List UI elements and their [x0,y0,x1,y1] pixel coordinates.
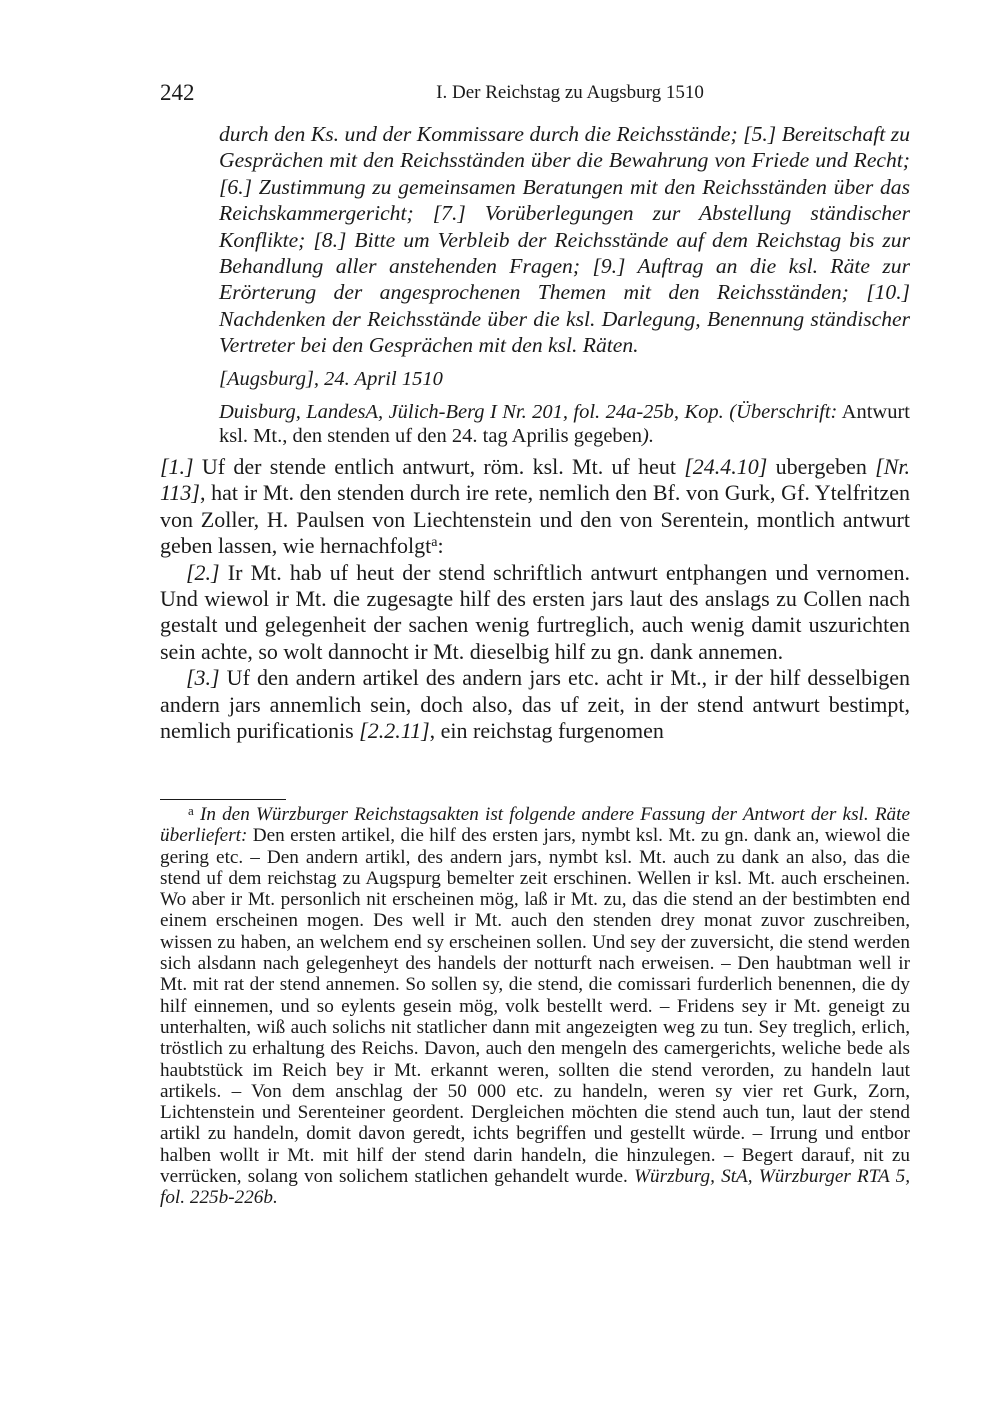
paragraph-text: : [437,533,444,559]
footnote-a [160,804,910,1209]
regest-summary: durch den Ks. und der Kommissare durch die Reichsstände; [5.] Bereitschaft zu Gesprächen mit den Reichsständen über die Bewahrung von Friede und Recht; [6.] Zustimmung zu gemeinsamen Beratungen mit den Reichsständen über das Reichskammergericht; [7.] Vorüberlegungen zur Abstellung ständischer Konflikte; [8.] Bitte um Verbleib der Reichsstände auf dem Reichstag bis zur Behandlung aller anstehenden Fragen; [9.] Auftrag an die ksl. Räte zur Erörterung der angesprochenen Themen mit den Reichsständen; [10.] Nachdenken der Reichsstände über die ksl. Darlegung, Benennung ständischer Vertreter bei den Gesprächen mit den ksl. Räten. [219,122,910,358]
paragraph-1 [160,454,910,560]
source-close: ). [642,424,654,447]
regest-date: [Augsburg], 24. April 1510 [219,367,443,390]
document-body [160,454,910,744]
page-header [160,80,910,110]
footnote-text: Den ersten artikel, die hilf des ersten jars, nymbt ksl. Mt. zu gn. dank an, wiewol die gering etc. – Den andern artikl, des andern jars, nymbt ksl. Mt. auch zu dank an also, das die stend uf dem reichstag zu Augspurg bemelter zeit erschinen. Wellen ir ksl. Mt. auch erscheinen. Wo aber ir Mt. personlich nit erscheinen mög, laß ir Mt. zu, das die stend an der bestimbten end einem erscheinen mogen. Des well ir Mt. auch den stenden drey monat zuvor zuschreiben, wissen zu haben, an welchem end sy erscheinen sollen. Und sey der zuversicht, die stend werden sich alsdann nach gelegenheyt des handels der notturft nach erweisen. – Den haubtman well ir Mt. mit rat der stend annemen. So sollen sy, die stend, die comissari furderlich benennen, die dy hilf einnemen, und so eylents gesein mög, volk bestellt werd. – Fridens sey ir Mt. geneigt zu unterhalten, wiß auch solichs nit statlicher dann mit angezeigten weg zu tun. Sey treglich, erlich, tröstlich zu erhaltung des Reichs. Davon, auch den mengeln des camergerichts, weliche bede als haubtstück im Reich bey ir Mt. erkannt weren, sollten die stend verorden, zu handeln laut artikels. – Von dem anschlag der 50 000 etc. zu handeln, weren sy vier ret Gurk, Zorn, Lichtenstein und Serenteiner geordent. Dergleichen möchten die stend auch tun, laut der stend artikl zu handeln, domit davon geredt, ichts begriffen und gestellt würde. – Irrung und entbor halben wollt ir Mt. mit hilf der stend darin handeln, die hinzulegen. – Begert darauf, nit zu verrücken, solang von solichem statlichen gehandelt wurde. [160,825,910,1188]
document-regest [219,121,910,448]
paragraph-text: Uf den andern artikel des andern jars etc. acht ir Mt., ir der hilf desselbigen andern jars annemlich sein, doch also, das uf zeit, in der stend antwurt bestimpt, nemlich purificationis [160,665,910,744]
paragraph-marker: [2.] [186,559,220,585]
paragraph-text: , ein reichstag furgenomen [429,718,664,744]
paragraph-marker: [3.] [186,665,220,691]
source-heading: Antwurt ksl. Mt., den stenden uf den 24. tag Aprilis gegeben [219,400,910,447]
page-number: 242 [160,80,195,105]
date-reference: [24.4.10] [684,454,768,479]
paragraph-text: Uf der stende entlich antwurt, röm. ksl. Mt. uf heut [193,454,685,479]
paragraph-text: ubergeben [767,454,876,479]
regest-source [219,400,910,448]
paragraph-3 [160,665,910,744]
footnote-label: a [188,803,194,818]
footnote-divider [160,799,286,800]
running-title: I. Der Reichstag zu Augsburg 1510 [436,82,704,103]
footnote-source: Würzburg, StA, Würzburger RTA 5, fol. 225b-226b. [160,1166,910,1209]
paragraph-2 [160,560,910,666]
footnote-marker[interactable]: a [431,535,438,551]
paragraph-text: , hat ir Mt. den stenden durch ire rete, nemlich den Bf. von Gurk, Gf. Ytelfritzen von Zoller, H. Paulsen von Liechtenstein und den von Serentein, montlich antwurt geben lassen, wie hernachfolgt [160,480,910,559]
date-reference: [2.2.11] [359,718,430,744]
footnote-intro: In den Würzburger Reichstagsakten ist folgende andere Fassung der Antwort der ksl. Räte überliefert: [160,804,910,847]
paragraph-text: Ir Mt. hab uf heut der stend schriftlich antwurt entphangen und vernomen. Und wiewol ir Mt. die zugesagte hilf des ersten jars laut des anslags zu Collen nach gestalt und gelegenheit der sachen wenig furtreglich, auch wenig damit uszurichten sein achte, so wolt dannocht ir Mt. dieselbig hilf zu gn. dank annemen. [160,559,910,664]
document-reference: [Nr. 113] [160,454,910,506]
source-archive: Duisburg, LandesA, Jülich-Berg I Nr. 201, fol. 24a-25b, Kop. (Überschrift: [219,400,838,423]
paragraph-marker: [1.] [160,454,194,479]
